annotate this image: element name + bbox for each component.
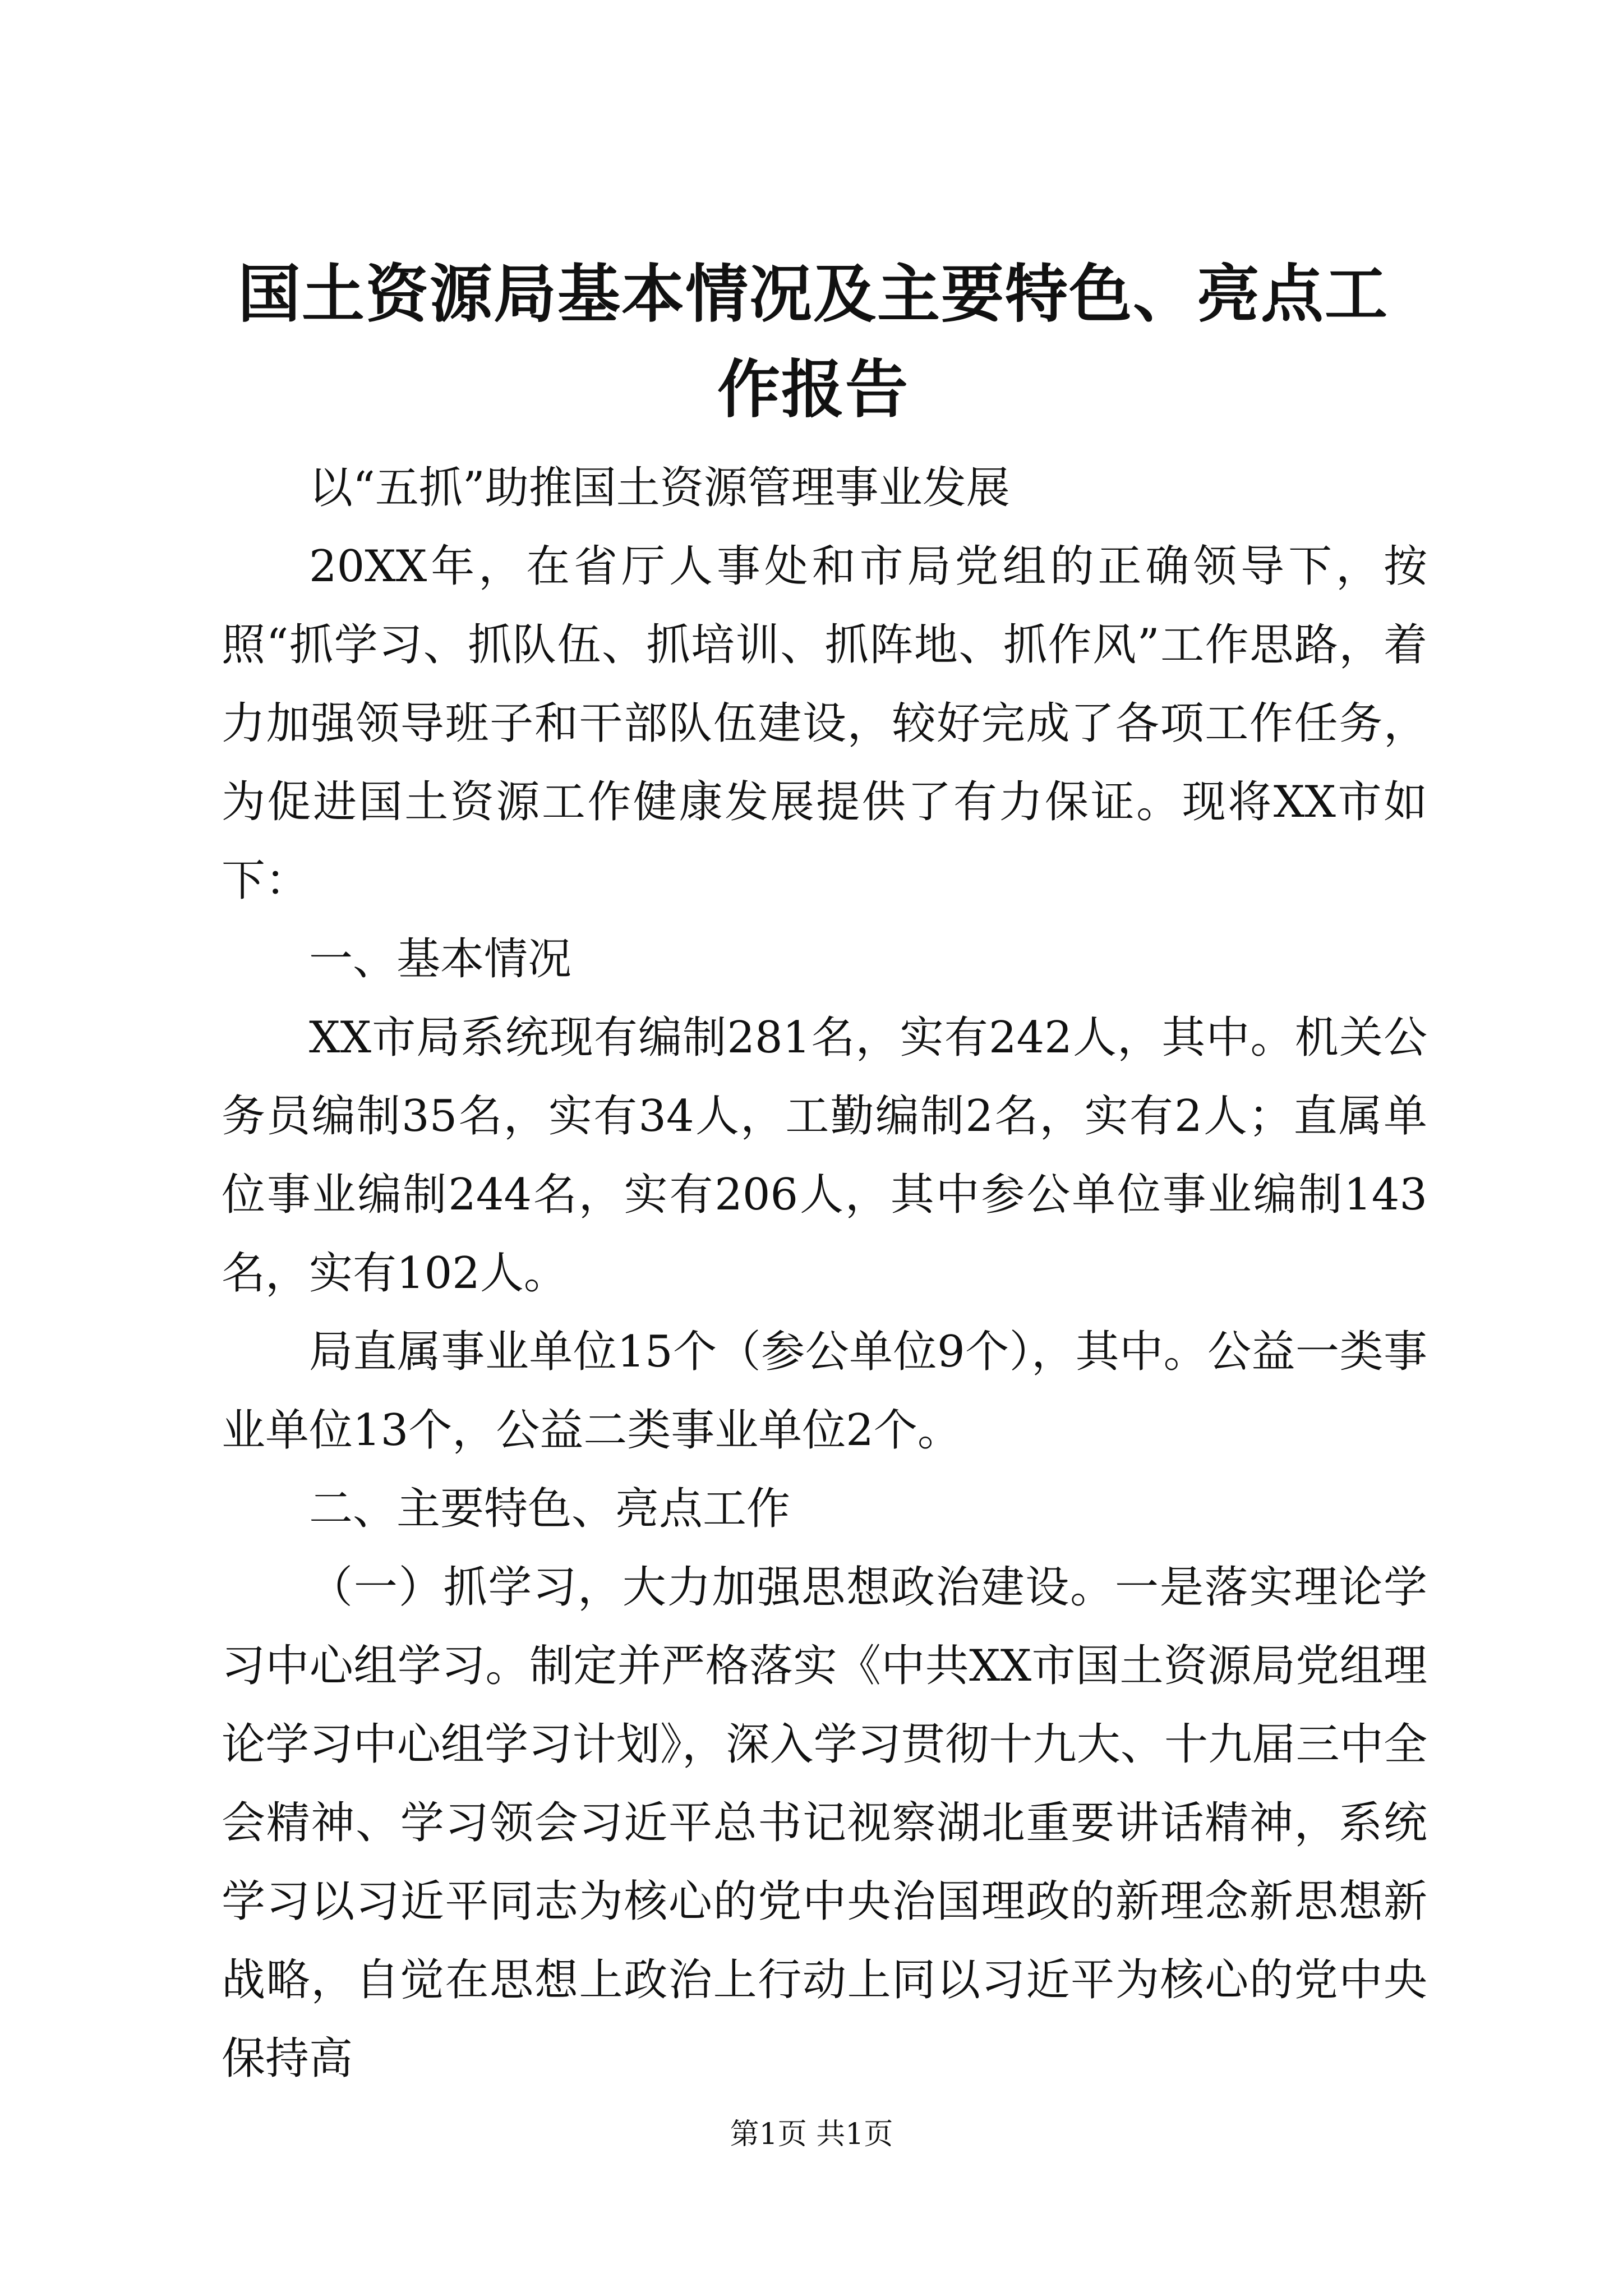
section-heading-highlights: 二、主要特色、亮点工作 bbox=[309, 1484, 791, 1534]
document-body bbox=[222, 449, 1427, 2098]
subtitle-paragraph: 以“五抓”助推国土资源管理事业发展 bbox=[309, 463, 1010, 513]
section-heading-basic: 一、基本情况 bbox=[309, 934, 572, 984]
document-title: 国土资源局基本情况及主要特色、亮点工作报告 bbox=[238, 257, 1389, 426]
staffing-paragraph: XX市局系统现有编制281名，实有242人，其中。机关公务员编制35名，实有34人，工勤编制2名，实有2人；直属单位事业编制244名，实有206人，其中参公单位事业编制143名，实有102人。 bbox=[222, 1013, 1427, 1299]
page-number-footer: 第1页 共1页 bbox=[730, 2118, 893, 2151]
study-paragraph: （一）抓学习，大力加强思想政治建设。一是落实理论学习中心组学习。制定并严格落实《中共XX市国土资源局党组理论学习中心组学习计划》，深入学习贯彻十九大、十九届三中全会精神、学习领会习近平总书记视察湖北重要讲话精神，系统学习以习近平同志为核心的党中央治国理政的新理念新思想新战略，自觉在思想上政治上行动上同以习近平为核心的党中央保持高 bbox=[222, 1562, 1427, 2084]
intro-paragraph: 20XX年，在省厅人事处和市局党组的正确领导下，按照“抓学习、抓队伍、抓培训、抓阵地、抓作风”工作思路，着力加强领导班子和干部队伍建设，较好完成了各项工作任务，为促进国土资源工作健康发展提供了有力保证。现将XX市如下： bbox=[222, 541, 1427, 906]
units-paragraph: 局直属事业单位15个（参公单位9个），其中。公益一类事业单位13个，公益二类事业单位2个。 bbox=[222, 1327, 1427, 1456]
